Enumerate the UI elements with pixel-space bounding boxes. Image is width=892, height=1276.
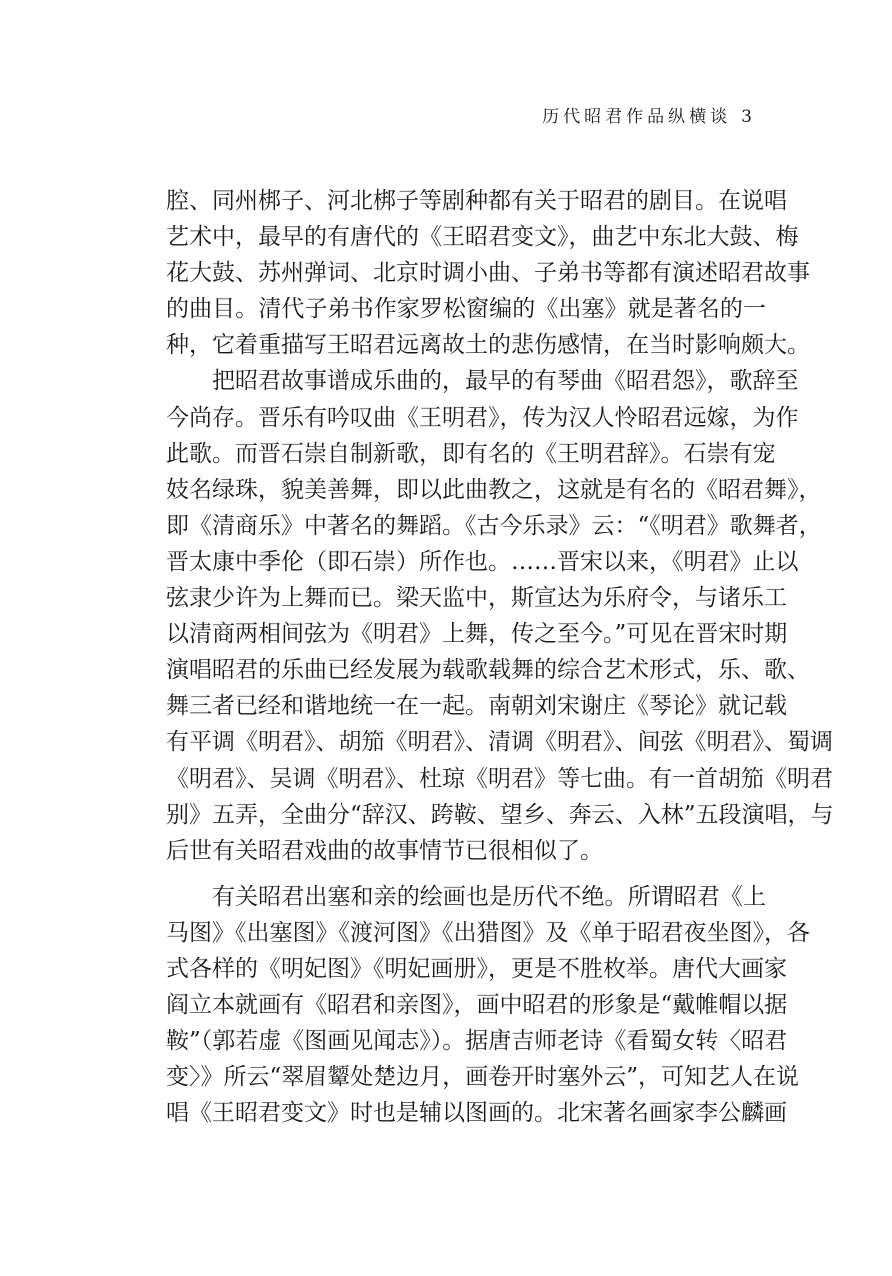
text-line: 演唱昭君的乐曲已经发展为载歌载舞的综合艺术形式，乐、歌、 (166, 657, 810, 684)
text-line: 阎立本就画有《昭君和亲图》，画中昭君的形象是“戴帷帽以据 (166, 992, 788, 1019)
text-line: 妓名绿珠，貌美善舞，即以此曲教之，这就是有名的《昭君舞》， (166, 476, 822, 503)
text-line: 舞三者已经和谐地统一在一起。南朝刘宋谢庄《琴论》就记载 (166, 693, 787, 720)
body-text (166, 186, 834, 1134)
text-line: 别》五弄，全曲分“辞汉、跨鞍、望乡、奔云、入林”五段演唱，与 (166, 801, 834, 828)
page-number: 3 (741, 107, 752, 127)
text-line: 今尚存。晋乐有吟叹曲《王明君》，传为汉人怜昭君远嫁，为作 (166, 404, 799, 431)
text-line: 艺术中，最早的有唐代的《王昭君变文》，曲艺中东北大鼓、梅 (166, 224, 799, 251)
text-line: 晋太康中季伦（即石崇）所作也。……晋宋以来，《明君》止以 (166, 548, 799, 575)
text-line: 弦隶少许为上舞而已。梁天监中，斯宣达为乐府令，与诸乐工 (166, 585, 787, 612)
text-line: 变〉》所云“翠眉颦处楚边月，画卷开时塞外云”，可知艺人在说 (166, 1064, 800, 1091)
running-head-title: 历代昭君作品纵横谈 (542, 107, 732, 127)
text-line: 有平调《明君》、胡笳《明君》、清调《明君》、间弦《明君》、蜀调 (166, 729, 833, 756)
paragraph-first-line: 把昭君故事谱成乐曲的，最早的有琴曲《昭君怨》，歌辞至 (212, 368, 799, 395)
text-line: 腔、同州梆子、河北梆子等剧种都有关于昭君的剧目。在说唱 (166, 188, 787, 214)
text-line: 唱《王昭君变文》时也是辅以图画的。北宋著名画家李公麟画 (166, 1100, 787, 1127)
text-line: 即《清商乐》中著名的舞蹈。《古今乐录》云：“《明君》歌舞者， (166, 512, 822, 539)
text-line: 式各样的《明妃图》《明妃画册》，更是不胜枚举。唐代大画家 (166, 955, 787, 982)
text-line: 以清商两相间弦为《明君》上舞，传之至今。”可见在晋宋时期 (166, 621, 788, 648)
text-line: 花大鼓、苏州弹词、北京时调小曲、子弟书等都有演述昭君故事 (166, 260, 810, 287)
text-line: 《明君》、吴调《明君》、杜琼《明君》等七曲。有一首胡笳《明君 (166, 765, 833, 792)
text-line: 种，它着重描写王昭君远离故土的悲伤感情，在当时影响颇大。 (166, 332, 810, 359)
text-line: 此歌。而晋石崇自制新歌，即有名的《王明君辞》。石崇有宠 (166, 440, 776, 467)
text-line: 的曲目。清代子弟书作家罗松窗编的《出塞》就是著名的一 (166, 296, 766, 323)
running-head (542, 102, 752, 127)
text-line: 鞍”（郭若虚《图画见闻志》）。据唐吉师老诗《看蜀女转〈昭君 (166, 1028, 788, 1055)
text-line: 马图》《出塞图》《渡河图》《出猎图》及《单于昭君夜坐图》，各 (166, 919, 810, 946)
paragraph-last-line: 后世有关昭君戏曲的故事情节已很相似了。 (166, 837, 603, 864)
paragraph-first-line: 有关昭君出塞和亲的绘画也是历代不绝。所谓昭君《上 (212, 883, 766, 910)
